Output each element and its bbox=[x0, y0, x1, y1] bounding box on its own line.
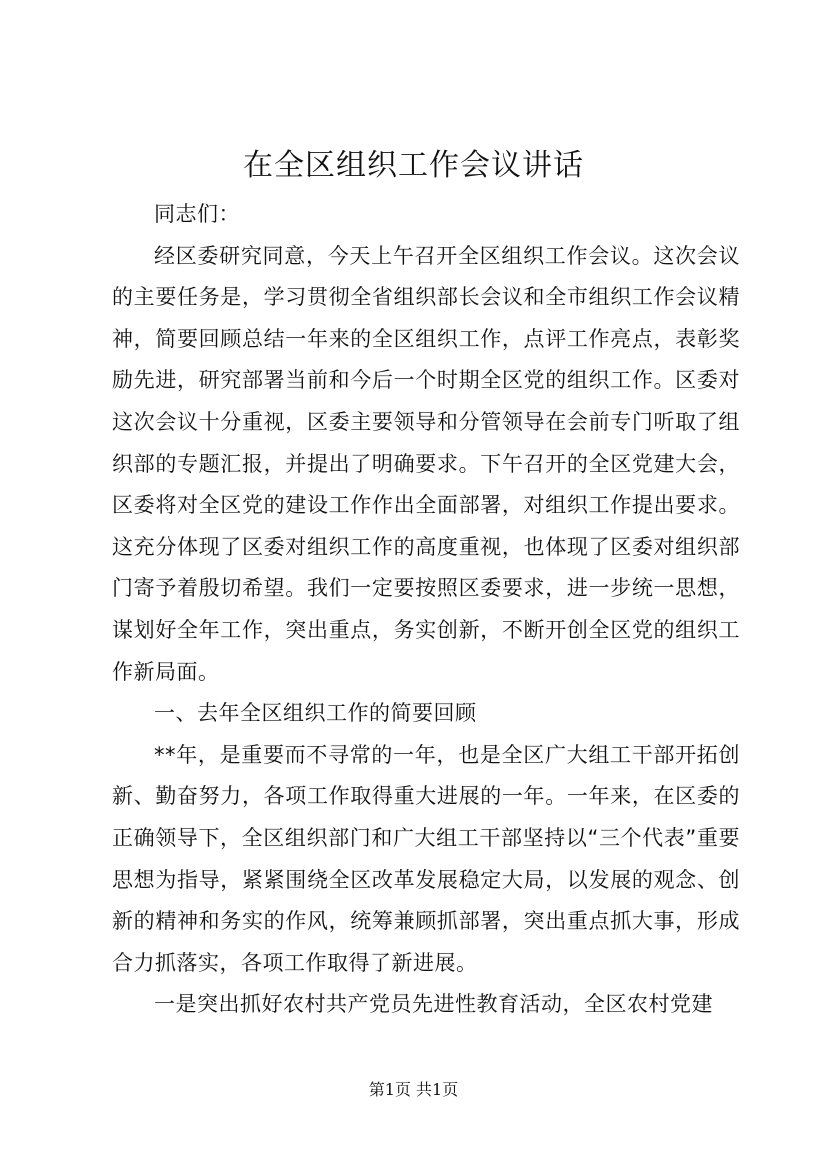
salutation-paragraph: 同志们： bbox=[154, 202, 240, 226]
intro-paragraph: 经区委研究同意，今天上午召开全区组织工作会议。这次会议的主要任务是，学习贯彻全省组织部长会议和全市组织工作会议精神，简要回顾总结一年来的全区组织工作，点评工作亮点，表彰奖励先进，研究部署当前和今后一个时期全区党的组织工作。区委对这次会议十分重视，区委主要领导和分管领导在会前专门听取了组织部的专题汇报，并提出了明确要求。下午召开的全区党建大会，区委将对全区党的建设工作作出全面部署，对组织工作提出要求。这充分体现了区委对组织工作的高度重视，也体现了区委对组织部门寄予着殷切希望。我们一定要按照区委要求，进一步统一思想，谋划好全年工作，突出重点，务实创新，不断开创全区党的组织工作新局面。 bbox=[112, 243, 740, 684]
section-heading: 一、去年全区组织工作的简要回顾 bbox=[154, 701, 477, 726]
page-footer: 第1页 共1页 bbox=[368, 1080, 459, 1099]
document-body bbox=[112, 194, 740, 1026]
document-title: 在全区组织工作会议讲话 bbox=[243, 148, 584, 183]
review-paragraph: **年，是重要而不寻常的一年，也是全区广大组工干部开拓创新、勤奋努力，各项工作取得重大进展的一年。一年来，在区委的正确领导下，全区组织部门和广大组工干部坚持以“三个代表”重要思想为指导，紧紧围绕全区改革发展稳定大局，以发展的观念、创新的精神和务实的作风，统筹兼顾抓部署，突出重点抓大事，形成合力抓落实，各项工作取得了新进展。 bbox=[112, 742, 740, 975]
item-paragraph: 一是突出抓好农村共产党员先进性教育活动，全区农村党建 bbox=[154, 992, 713, 1017]
